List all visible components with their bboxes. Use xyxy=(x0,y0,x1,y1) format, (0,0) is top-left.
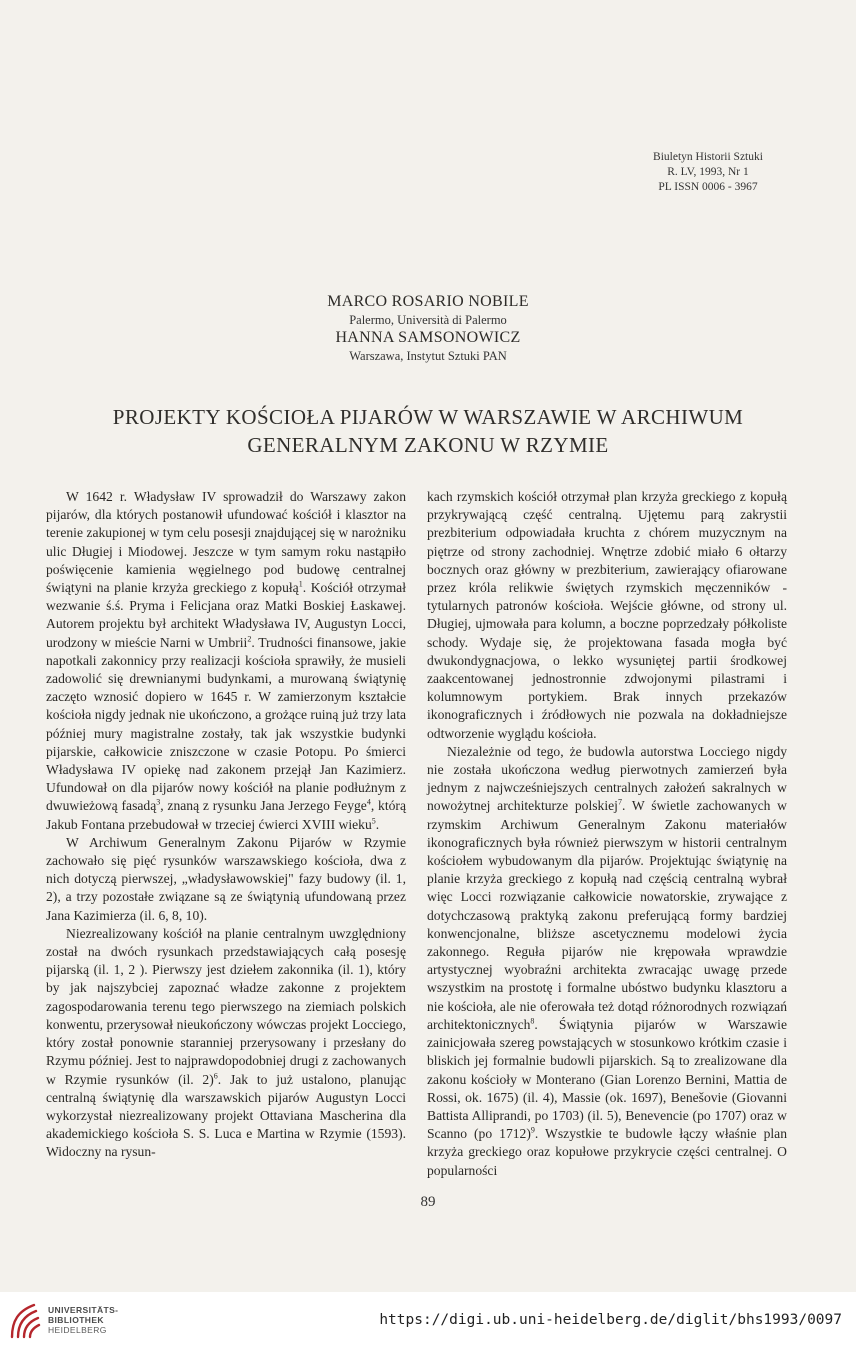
author-affiliation: Palermo, Università di Palermo xyxy=(349,313,507,327)
footnote-ref[interactable]: 2 xyxy=(247,634,252,644)
author-affiliation: Warszawa, Instytut Sztuki PAN xyxy=(349,349,507,363)
author-name: MARCO ROSARIO NOBILE xyxy=(327,293,529,310)
journal-issn: PL ISSN 0006 - 3967 xyxy=(658,181,758,193)
article-title xyxy=(40,403,816,459)
text-run: . Świątynia pijarów w Warszawie zainicjowała szereg powstających w stosunkowo krótkim czasie i bliskich jej formalnie budowli pijarskich. Są to zrealizowane dla zakonu kościoły w Monterano (Gian Lorenzo Bernini, Mattia de Rossi, ok. 1675) (il. 4), Massie (ok. 1697), Benešovie (Giovanni Battista Alliprandi, po 1703) (il. 5), Benevencie (po 1707) oraz w Scanno (po 1712) xyxy=(427,1016,787,1142)
journal-volume: R. LV, 1993, Nr 1 xyxy=(667,166,749,178)
paragraph xyxy=(46,488,406,834)
text-run: W 1642 r. Władysław IV sprowadził do Warszawy zakon pijarów, dla których postanowił ufundować kościół i klasztor na terenie zakupionej w tym celu posesji znajdującej się w narożniku ulic Długiej i Miodowej. Jeszcze w tym samym roku nastąpiło poświęcenie kamienia węgielnego pod budowę centralnej świątyni na planie krzyża greckiego z kopułą xyxy=(46,489,406,596)
text-run: . W świetle zachowanych w rzymskim Archiwum Generalnym Zakonu materiałów ikonograficznych była również pierwszym w historii centralnym kościołem wybudowanym dla pijarów. Projektując świątynię na planie krzyża greckiego z kopułą nad częścią centralną wybrał więc Locci rozwiązanie całkowicie nowatorskie, zrywające z dotychczasową praktyką zakonu preferującą formy bardziej konwencjonalne, bliższe ascetycznemu modelowi życia zakonnego. Reguła pijarów nie krępowała wprawdzie artystycznej wyobraźni architekta zwracając uwagę przede wszystkim na prostotę i formalne ubóstwo budynku klasztoru a nie kościoła, ale nie oferowała też dotąd różnorodnych rozwiązań architektonicznych xyxy=(427,798,787,1032)
text-run: , znaną z rysunku Jana Jerzego Feyge xyxy=(160,798,367,814)
text-run: . Kościół otrzymał wezwanie ś.ś. Pryma i Felicjana oraz Matki Boskiej Łaskawej. Autorem projektu był architekt Władysława IV, Augustyn Locci, urodzony w mieście Narni w Umbrii xyxy=(46,580,406,650)
right-text-column xyxy=(427,488,787,1180)
text-run: kach rzymskich kościół otrzymał plan krzyża greckiego z kopułą przykrywającą część centralną. Ujętemu parą zakrystii prezbiterium odpowiadała kruchta z chórem muzycznym na piętrze od strony zachodniej. Wnętrze zdobić miało 6 ołtarzy bocznych oraz główny w prezbiterium, zawierający ofiarowane przez króla relikwie świętych rzymskich męczenników - tytularnych patronów kościoła. Wejście główne, od strony ul. Długiej, ujmowała para kolumn, a boczne poprzedzały półkoliste schody. Wydaje się, że projektowana fasada mogła być dwukondygnacjowa, o lekko wysuniętej partii środkowej zaakcentowanej jednostronnie zdwojonymi pilastrami i kolumnowym portykiem. Brak innych przekazów ikonograficznych i źródłowych nie pozwala na dokładniejsze odtworzenie wyglądu kościoła. xyxy=(427,489,787,741)
viewer-footer-bar xyxy=(0,1292,856,1352)
footnote-ref[interactable]: 5 xyxy=(371,816,376,826)
text-run: . xyxy=(375,816,380,832)
left-text-column xyxy=(46,488,406,1162)
logo-line: UNIVERSITÄTS- xyxy=(48,1305,119,1315)
journal-citation xyxy=(618,150,798,195)
article-title-line: GENERALNYM ZAKONU W RZYMIE xyxy=(247,433,609,457)
journal-title: Biuletyn Historii Sztuki xyxy=(653,151,763,163)
footnote-ref[interactable]: 3 xyxy=(156,797,161,807)
library-logo-text xyxy=(48,1305,118,1335)
author-name: HANNA SAMSONOWICZ xyxy=(335,329,521,346)
footnote-ref[interactable]: 7 xyxy=(617,797,622,807)
logo-line: BIBLIOTHEK xyxy=(48,1315,104,1325)
authors-block xyxy=(0,292,856,364)
footnote-ref[interactable]: 6 xyxy=(213,1070,218,1080)
heidelberg-library-logo-icon[interactable] xyxy=(8,1301,42,1341)
text-run: . Wszystkie te budowle łączy właśnie plan krzyża greckiego oraz kopułowe przykrycie części centralnej. O popularności xyxy=(427,1126,787,1178)
document-url-link[interactable]: https://digi.ub.uni-heidelberg.de/diglit/bhs1993/0097 xyxy=(379,1312,842,1328)
text-run: Niezależnie od tego, że budowla autorstwa Locciego nigdy nie została ukończona według pierwotnych zamierzeń była jednym z najwcześniejszych centralnych założeń sakralnych w nowożytnej architekturze polskiej xyxy=(427,743,787,814)
paragraph xyxy=(427,743,787,1180)
text-run: . Trudności finansowe, jakie napotkali zakonnicy przy realizacji kościoła sprawiły, że musieli zadowolić się drewnianymi budynkami, a murowaną świątynię zaczęto wznosić dopiero w 1645 r. W zamierzonym kształcie kościoła nigdy jednak nie ukończono, a grożące ruiną już trzy lata później mury magistralne zostały, tak jak wszystkie budynki pijarskie, całkowicie zniszczone w czasie Potopu. Po śmierci Władysława IV opiekę nad zakonem przejął Jan Kazimierz. Ufundował on dla pijarów nowy kościół na planie podłużnym z dwuwieżową fasadą xyxy=(46,634,406,814)
paragraph: W Archiwum Generalnym Zakonu Pijarów w Rzymie zachowało się pięć rysunków warszawskiego kościoła, dwa z nich dotyczą pierwszej, „władysławowskiej" fazy budowy (il. 1, 2), a trzy pozostałe związane są ze świątynią ufundowaną przez Jana Kazimierza (il. 6, 8, 10). xyxy=(46,834,406,923)
text-run: Niezrealizowany kościół na planie centralnym uwzględniony został na dwóch rysunkach przedstawiających całą posesję pijarską (il. 1, 2 ). Pierwszy jest dziełem zakonnika (il. 1), który by jak najszybciej zapoznać władze zakonne z projektem zagospodarowania terenu tego pierwszego na ziemiach polskich konwentu, przerysował nieukończony wówczas projekt Locciego, który został ponownie staranniej przerysowany i przesłany do Rzymu później. Jest to najprawdopodobniej drugi z zachowanych w Rzymie rysunków (il. 2) xyxy=(46,925,406,1087)
paragraph xyxy=(427,488,787,743)
text-run: , którą Jakub Fontana przebudował w trzeciej ćwierci XVIII wieku xyxy=(46,798,406,832)
footnote-ref[interactable]: 8 xyxy=(530,1016,535,1026)
logo-line: HEIDELBERG xyxy=(48,1325,107,1335)
article-title-line: PROJEKTY KOŚCIOŁA PIJARÓW W WARSZAWIE W ARCHIWUM xyxy=(112,405,744,429)
text-run: . Jak to już ustalono, planując centralną świątynię dla warszawskich pijarów Augustyn Locci wykorzystał niezrealizowany projekt Ottaviana Mascherina dla akademickiego kościoła S. S. Luca e Martina w Rzymie (1593). Widoczny na rysun- xyxy=(46,1071,406,1160)
paragraph xyxy=(46,925,406,1162)
footnote-ref[interactable]: 4 xyxy=(366,797,371,807)
footnote-ref[interactable]: 9 xyxy=(530,1125,535,1135)
footnote-ref[interactable]: 1 xyxy=(298,579,303,589)
page-number: 89 xyxy=(420,1194,436,1210)
